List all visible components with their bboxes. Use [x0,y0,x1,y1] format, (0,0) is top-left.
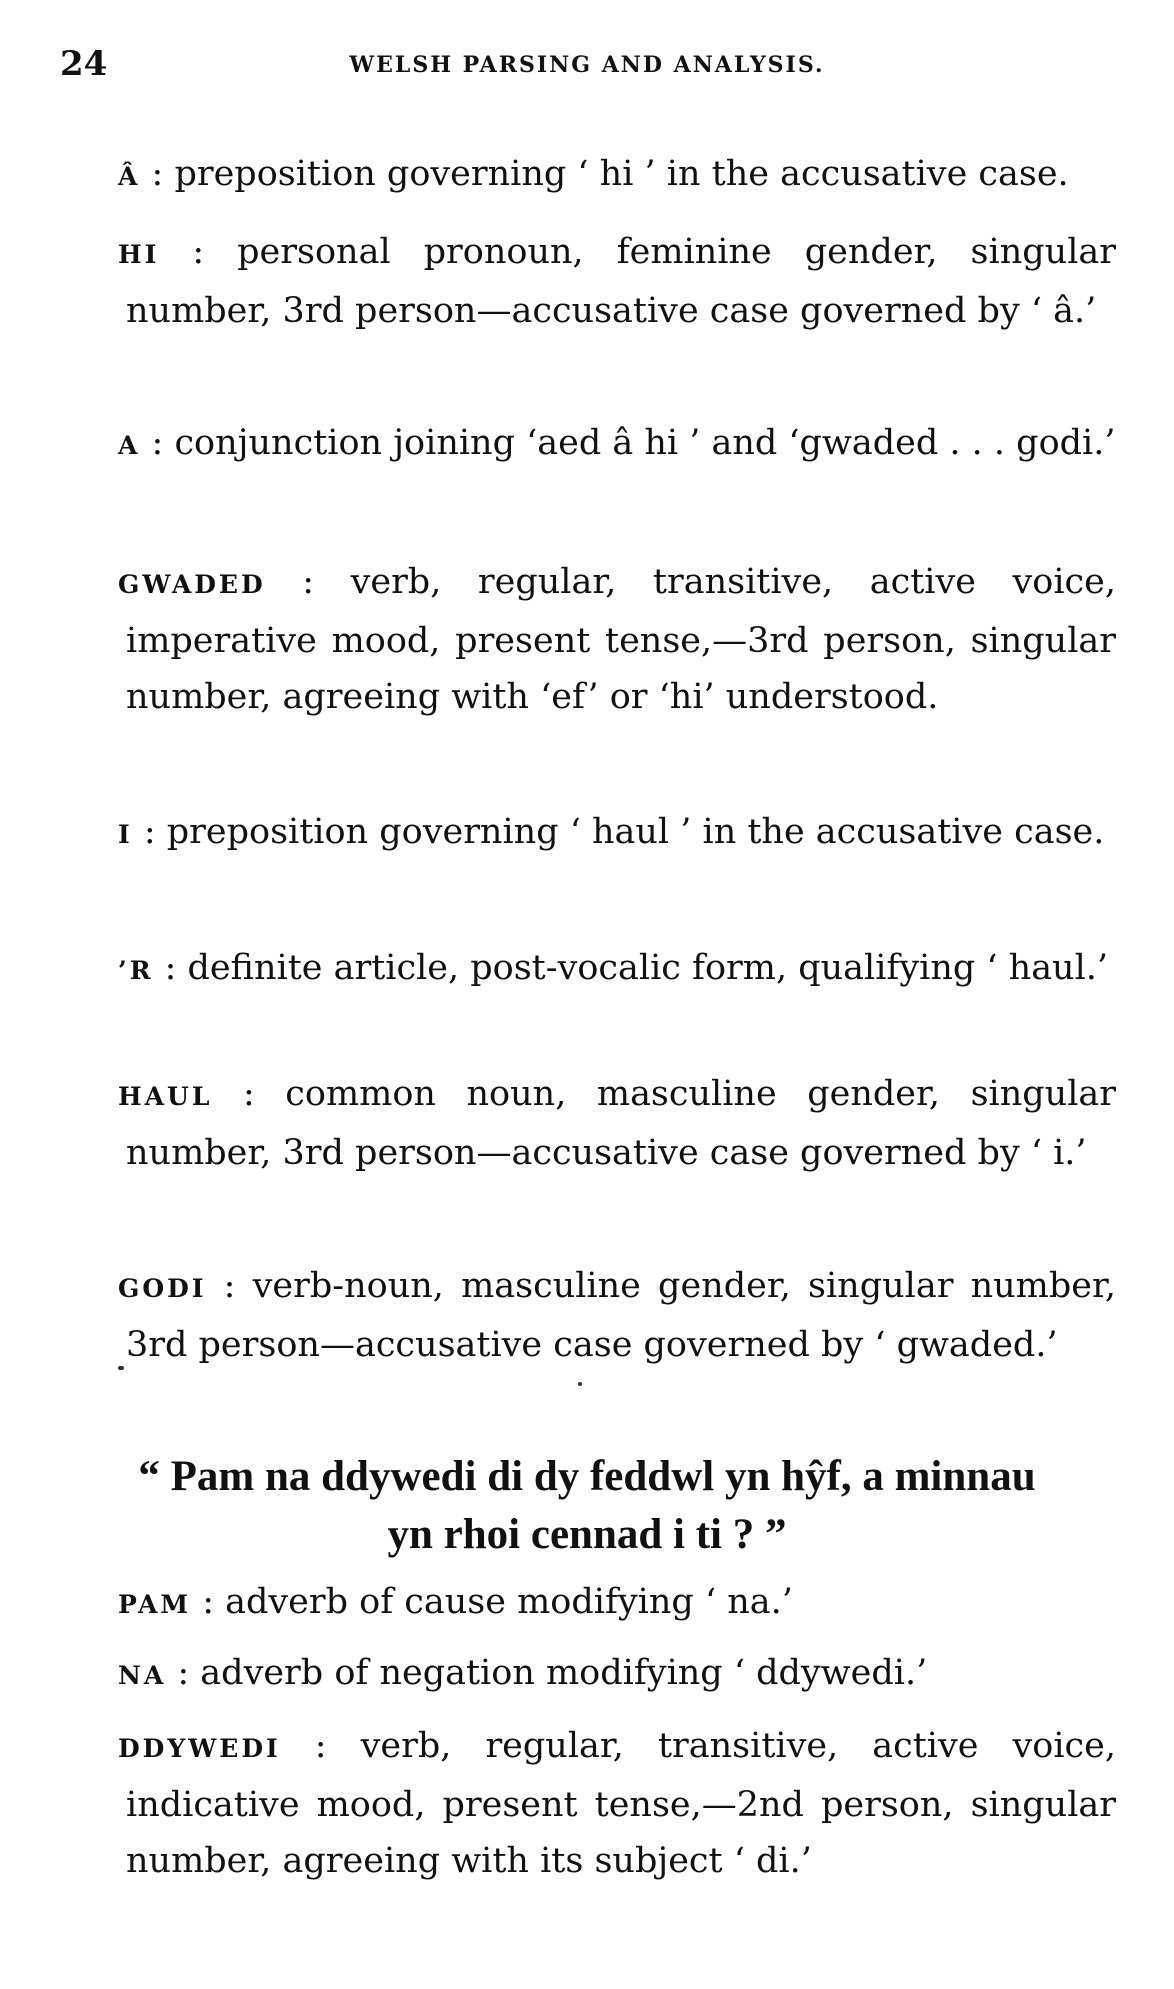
entry-text: personal pronoun, feminine gender, singular number, 3rd person—accusative case governed by ‘ â.’ [126,232,1116,331]
entry-term: NA [118,1661,167,1690]
parsing-entry: ’R : definite article, post-vocalic form, qualifying ‘ haul.’ [118,948,1109,988]
page-number: 24 [60,44,108,84]
parsing-entry: DDYWEDI : verb, regular, transitive, active voice, indicative mood, present tense,—2nd person, singular number, agreeing with its subject ‘ di.’ [118,1726,1117,1881]
parsing-entry: GWADED : verb, regular, transitive, active voice, imperative mood, present tense,—3rd person, singular number, agreeing with ‘ef’ or ‘hi’ understood. [118,562,1116,717]
print-speck [578,1382,582,1386]
entry-text: verb, regular, transitive, active voice, indicative mood, present tense,—2nd person, singular number, agreeing with its subject ‘ di.’ [126,1726,1117,1881]
entry-term: I [118,820,133,849]
entry-term: HI [118,240,160,269]
entry-text: verb-noun, masculine gender, singular number, 3rd person—accusative case governed by ‘ gwaded.’ [126,1266,1116,1365]
entry-text: definite article, post-vocalic form, qualifying ‘ haul.’ [187,948,1109,988]
entry-term: PAM [118,1590,192,1619]
entry-term: GODI [118,1274,207,1303]
parsing-entry: HAUL : common noun, masculine gender, singular number, 3rd person—accusative case governed by ‘ i.’ [118,1074,1116,1173]
parsing-entry: A : conjunction joining ‘aed â hi ’ and ‘gwaded . . . godi.’ [118,423,1116,463]
parsing-entry: Â : preposition governing ‘ hi ’ in the accusative case. [118,154,1069,194]
parsing-entry: GODI : verb-noun, masculine gender, singular number, 3rd person—accusative case governed by ‘ gwaded.’ [118,1266,1116,1365]
parsing-entry: I : preposition governing ‘ haul ’ in the accusative case. [118,812,1105,852]
entry-text: conjunction joining ‘aed â hi ’ and ‘gwaded . . . godi.’ [174,423,1116,463]
entry-text: adverb of cause modifying ‘ na.’ [225,1582,793,1622]
entry-term: GWADED [118,570,266,599]
entry-text: adverb of negation modifying ‘ ddywedi.’ [200,1653,928,1693]
parsing-entry: NA : adverb of negation modifying ‘ ddywedi.’ [118,1653,928,1693]
entry-text: verb, regular, transitive, active voice, imperative mood, present tense,—3rd person, singular number, agreeing with ‘ef’ or ‘hi’ understood. [126,562,1116,717]
print-speck [118,1366,124,1370]
example-sentence-line-2: yn rhoi cennad i ti ? ” [387,1511,787,1558]
entry-text: preposition governing ‘ hi ’ in the accusative case. [174,154,1069,194]
running-title: WELSH PARSING AND ANALYSIS. [349,52,825,78]
entry-term: ’R [118,956,154,985]
example-sentence [40,1448,1134,1564]
parsing-entry: HI : personal pronoun, feminine gender, singular number, 3rd person—accusative case governed by ‘ â.’ [118,232,1116,331]
parsing-entry: PAM : adverb of cause modifying ‘ na.’ [118,1582,793,1622]
entry-term: Â [118,162,141,191]
entry-term: A [118,431,141,460]
entry-text: common noun, masculine gender, singular number, 3rd person—accusative case governed by ‘ i.’ [126,1074,1116,1173]
entry-text: preposition governing ‘ haul ’ in the accusative case. [166,812,1105,852]
entry-term: DDYWEDI [118,1734,281,1763]
entry-term: HAUL [118,1082,213,1111]
example-sentence-line-1: “ Pam na ddywedi di dy feddwl yn hŷf, a minnau [138,1453,1036,1500]
page-header [60,44,1114,88]
